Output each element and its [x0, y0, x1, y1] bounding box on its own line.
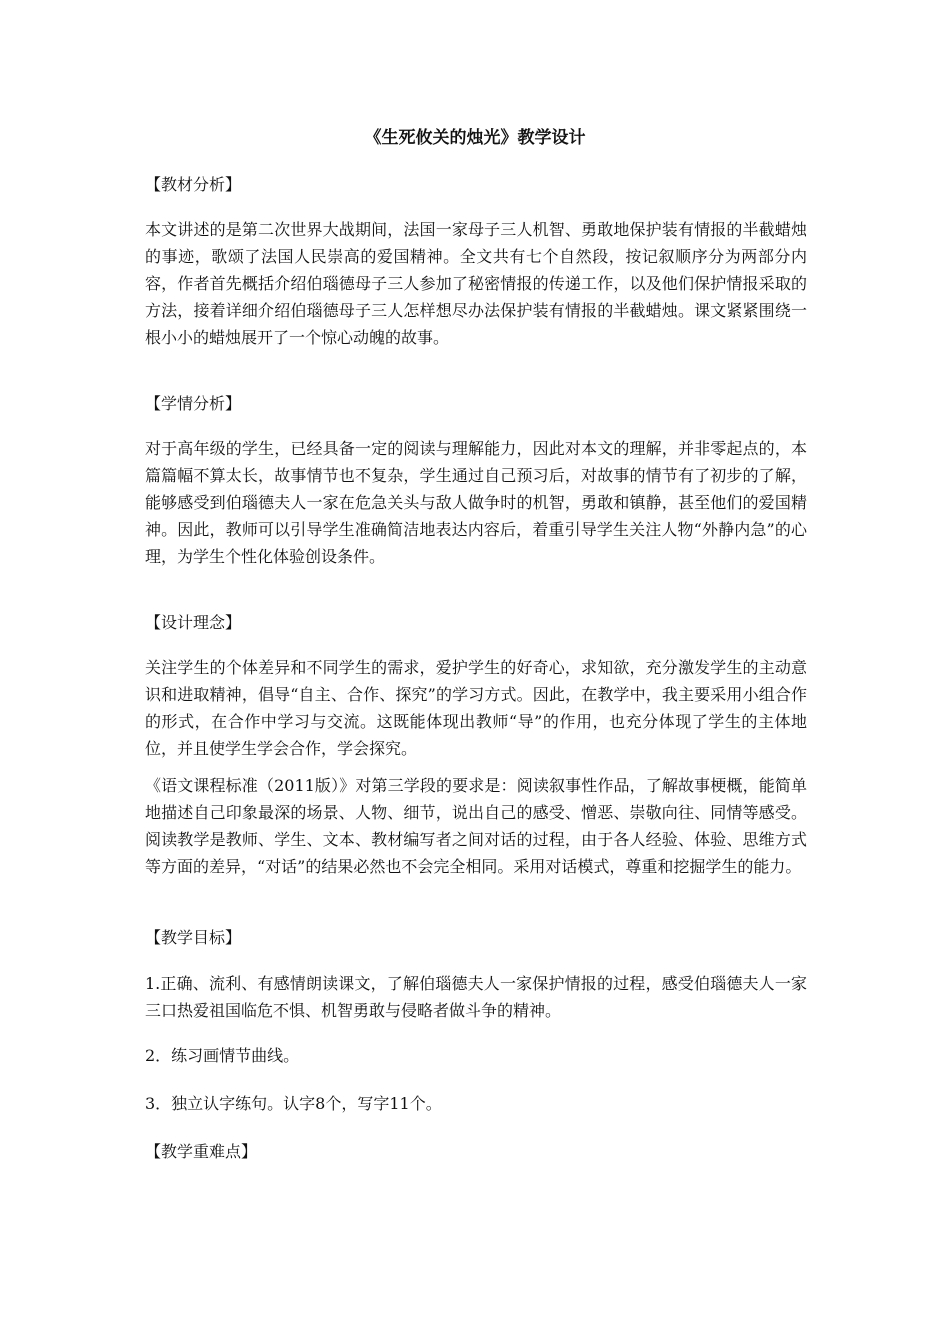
- document-title: 《生死攸关的烛光》教学设计: [364, 128, 586, 148]
- section-heading-design-concept: 【设计理念】: [145, 613, 242, 632]
- paragraph-curriculum-standard: 《语文课程标准（2011版）》对第三学段的要求是：阅读叙事性作品，了解故事梗概，能简单地描述自己印象最深的场景、人物、细节，说出自己的感受、憎恶、崇敬向往、同情等感受。阅读教学是教师、学生、文本、教材编写者之间对话的过程，由于各人经验、体验、思维方式等方面的差异，“对话”的结果必然也不会完全相同。采用对话模式，尊重和挖掘学生的能力。: [145, 776, 807, 876]
- paragraph-design-concept: 关注学生的个体差异和不同学生的需求，爱护学生的好奇心，求知欲，充分激发学生的主动意识和进取精神，倡导“自主、合作、探究”的学习方式。因此，在教学中，我主要采用小组合作的形式，在合作中学习与交流。这既能体现出教师“导”的作用，也充分体现了学生的主体地位，并且使学生学会合作，学会探究。: [145, 658, 807, 758]
- goal-item-3: 3．独立认字练句。认字8个，写字11个。: [145, 1094, 442, 1113]
- goal-item-2: 2．练习画情节曲线。: [145, 1046, 300, 1065]
- section-heading-textbook-analysis: 【教材分析】: [145, 175, 242, 194]
- paragraph-textbook-analysis: 本文讲述的是第二次世界大战期间，法国一家母子三人机智、勇敢地保护装有情报的半截蜡烛的事迹，歌颂了法国人民崇高的爱国精神。全文共有七个自然段，按记叙顺序分为两部分内容，作者首先概括介绍伯瑙德母子三人参加了秘密情报的传递工作，以及他们保护情报采取的方法，接着详细介绍伯瑙德母子三人怎样想尽办法保护装有情报的半截蜡烛。课文紧紧围绕一根小小的蜡烛展开了一个惊心动魄的故事。: [145, 220, 807, 347]
- goal-item-1: 1.正确、流利、有感情朗读课文，了解伯瑙德夫人一家保护情报的过程，感受伯瑙德夫人一家三口热爱祖国临危不惧、机智勇敢与侵略者做斗争的精神。: [145, 974, 807, 1020]
- section-heading-key-difficulties: 【教学重难点】: [145, 1142, 258, 1161]
- section-heading-teaching-goals: 【教学目标】: [145, 928, 242, 947]
- section-heading-student-analysis: 【学情分析】: [145, 394, 242, 413]
- paragraph-student-analysis: 对于高年级的学生，已经具备一定的阅读与理解能力，因此对本文的理解，并非零起点的，本篇篇幅不算太长，故事情节也不复杂，学生通过自己预习后，对故事的情节有了初步的了解，能够感受到伯瑙德夫人一家在危急关头与敌人做争时的机智，勇敢和镇静，甚至他们的爱国精神。因此，教师可以引导学生准确简洁地表达内容后，着重引导学生关注人物“外静内急”的心理，为学生个性化体验创设条件。: [145, 439, 807, 566]
